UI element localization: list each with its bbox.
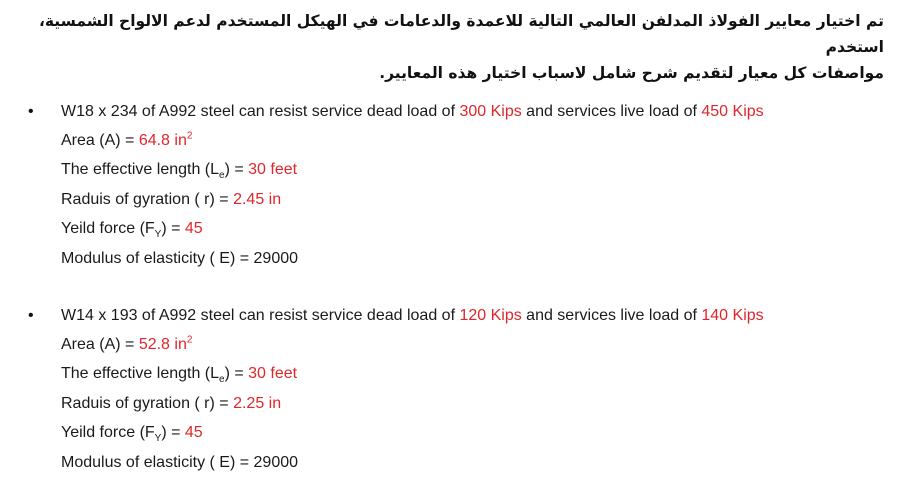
effective-length-value: 30 feet [248, 161, 298, 178]
radius-of-gyration-line: Raduis of gyration ( r) = 2.45 in [61, 191, 282, 208]
effective-length-line: The effective length $(L_e) = 30$ feet [61, 365, 298, 386]
intro-line-1: تم اختيار معايير الفولاذ المدلفن العالمي التالية للاعمدة والدعامات في الهيكل المستخدم لدعم الالواح الشمسية، استخدم [38, 12, 884, 56]
effective-length-line: The effective length $(L_e) = 30$ feet [61, 161, 298, 182]
bullet-icon: • [28, 307, 34, 324]
arabic-intro [20, 8, 884, 86]
dead-load-value: 300 Kips [459, 103, 522, 120]
bullet-icon: • [28, 103, 34, 120]
item-title: W18 x 234 of A992 steel can resist service dead load of 300 Kips and services live load of 450 Kips [61, 103, 764, 120]
yield-force-line: Yeild force $(F_Y) = 45$ [61, 424, 203, 445]
intro-line-2: مواصفات كل معيار لتقديم شرح شامل لاسباب اختيار هذه المعايير. [379, 64, 884, 82]
live-load-value: 450 Kips [701, 103, 764, 120]
modulus-line: Modulus of elasticity ( E) = 29000 [61, 250, 299, 267]
modulus-line: Modulus of elasticity ( E) = 29000 [61, 454, 299, 471]
dead-load-value: 120 Kips [459, 307, 522, 324]
area-value: 64.8 $in^2$ [138, 130, 193, 149]
effective-length-value: 30 feet [248, 365, 298, 382]
area-value: 52.8 $in^2$ [138, 334, 193, 353]
area-line: Area (A) = 64.8 $in^2$ [61, 130, 193, 149]
radius-of-gyration-line: Raduis of gyration ( r) = 2.25 in [61, 395, 282, 412]
yield-force-line: Yeild force $(F_Y) = 45$ [61, 220, 203, 241]
radius-value: 2.45 in [233, 191, 282, 208]
yield-value: 45 [184, 220, 203, 237]
yield-value: 45 [184, 424, 203, 441]
area-line: Area (A) = 52.8 $in^2$ [61, 334, 193, 353]
live-load-value: 140 Kips [701, 307, 764, 324]
item-title: W14 x 193 of A992 steel can resist service dead load of 120 Kips and services live load of 140 Kips [61, 307, 764, 324]
radius-value: 2.25 in [233, 395, 282, 412]
